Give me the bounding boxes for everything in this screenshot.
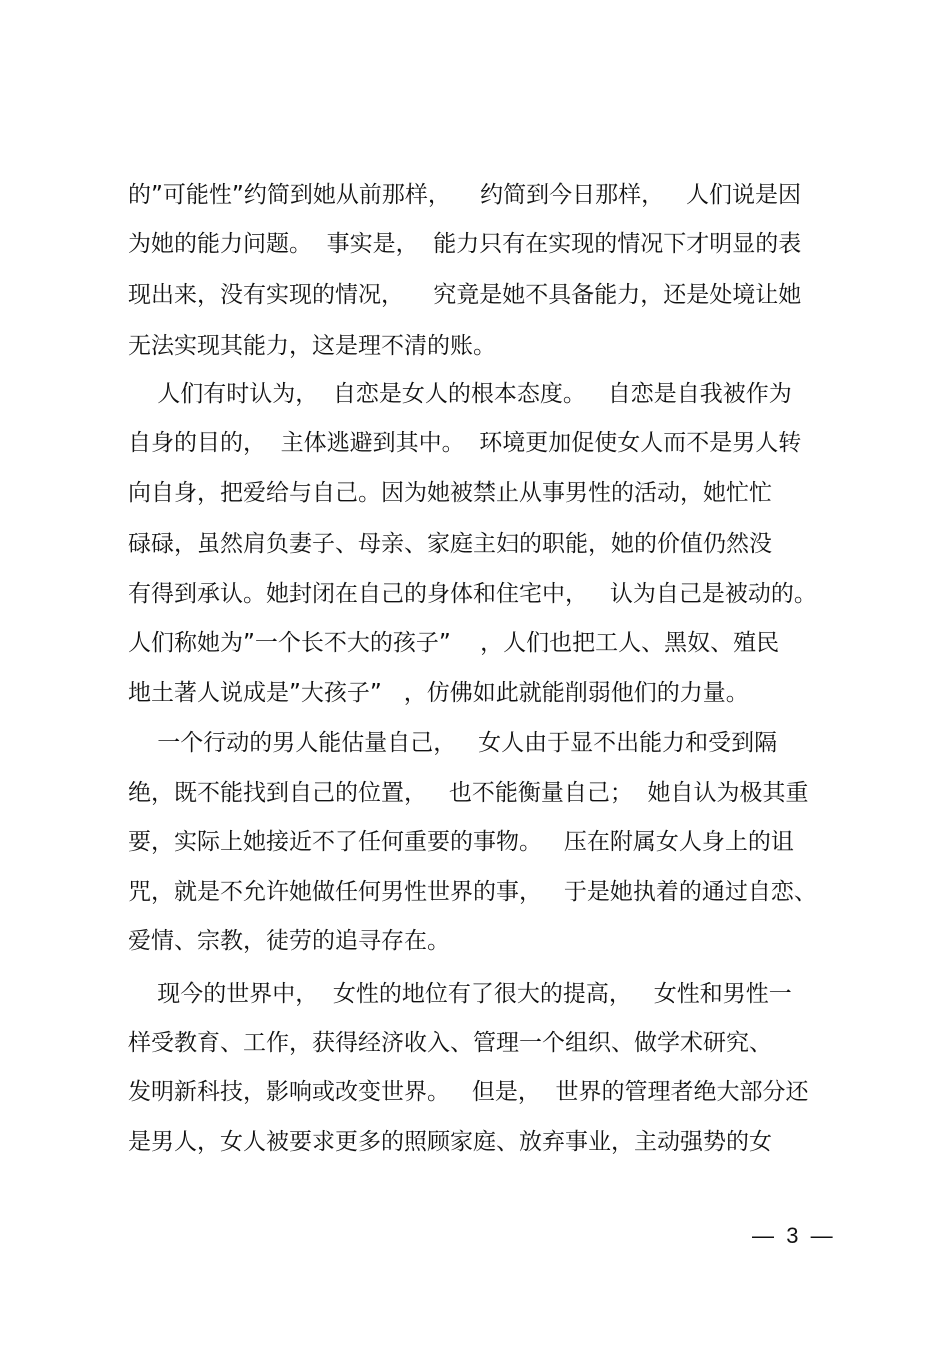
text-line: 地土著人说成是”大孩子” ，仿佛如此就能削弱他们的力量。 <box>128 680 749 706</box>
text-line: 自身的目的， 主体逃避到其中。 环境更加促使女人而不是男人转 <box>128 430 802 456</box>
text-line: 有得到承认。她封闭在自己的身体和住宅中， 认为自己是被动的。 <box>128 581 817 607</box>
text-line: 是男人，女人被要求更多的照顾家庭、放弃事业，主动强势的女 <box>128 1129 772 1155</box>
text-line: 咒，就是不允许她做任何男性世界的事， 于是她执着的通过自恋、 <box>128 879 817 905</box>
text-line: 人们称她为”一个长不大的孩子” ，人们也把工人、黑奴、殖民 <box>128 630 780 656</box>
text-line: 向自身，把爱给与自己。因为她被禁止从事男性的活动，她忙忙 <box>128 480 772 506</box>
text-line: 为她的能力问题。 事实是， 能力只有在实现的情况下才明显的表 <box>128 231 802 257</box>
text-line: 现今的世界中， 女性的地位有了很大的提高， 女性和男性一 <box>128 981 792 1007</box>
page-number: — 3 — <box>752 1223 833 1248</box>
text-line: 人们有时认为， 自恋是女人的根本态度。 自恋是自我被作为 <box>128 381 792 407</box>
text-line: 要，实际上她接近不了任何重要的事物。 压在附属女人身上的诅 <box>128 829 794 855</box>
text-line: 爱情、宗教，徒劳的追寻存在。 <box>128 928 450 954</box>
text-line: 的”可能性”约简到她从前那样， 约简到今日那样， 人们说是因 <box>128 182 802 208</box>
text-line: 发明新科技，影响或改变世界。 但是， 世界的管理者绝大部分还 <box>128 1079 809 1105</box>
text-line: 无法实现其能力，这是理不清的账。 <box>128 333 496 359</box>
text-line: 现出来，没有实现的情况， 究竟是她不具备能力，还是处境让她 <box>128 282 802 308</box>
text-line: 碌碌，虽然肩负妻子、母亲、家庭主妇的职能，她的价值仍然没 <box>128 531 772 557</box>
text-line: 一个行动的男人能估量自己， 女人由于显不出能力和受到隔 <box>128 730 778 756</box>
text-line: 样受教育、工作，获得经济收入、管理一个组织、做学术研究、 <box>128 1030 772 1056</box>
text-line: 绝，既不能找到自己的位置， 也不能衡量自己； 她自认为极其重 <box>128 780 809 806</box>
